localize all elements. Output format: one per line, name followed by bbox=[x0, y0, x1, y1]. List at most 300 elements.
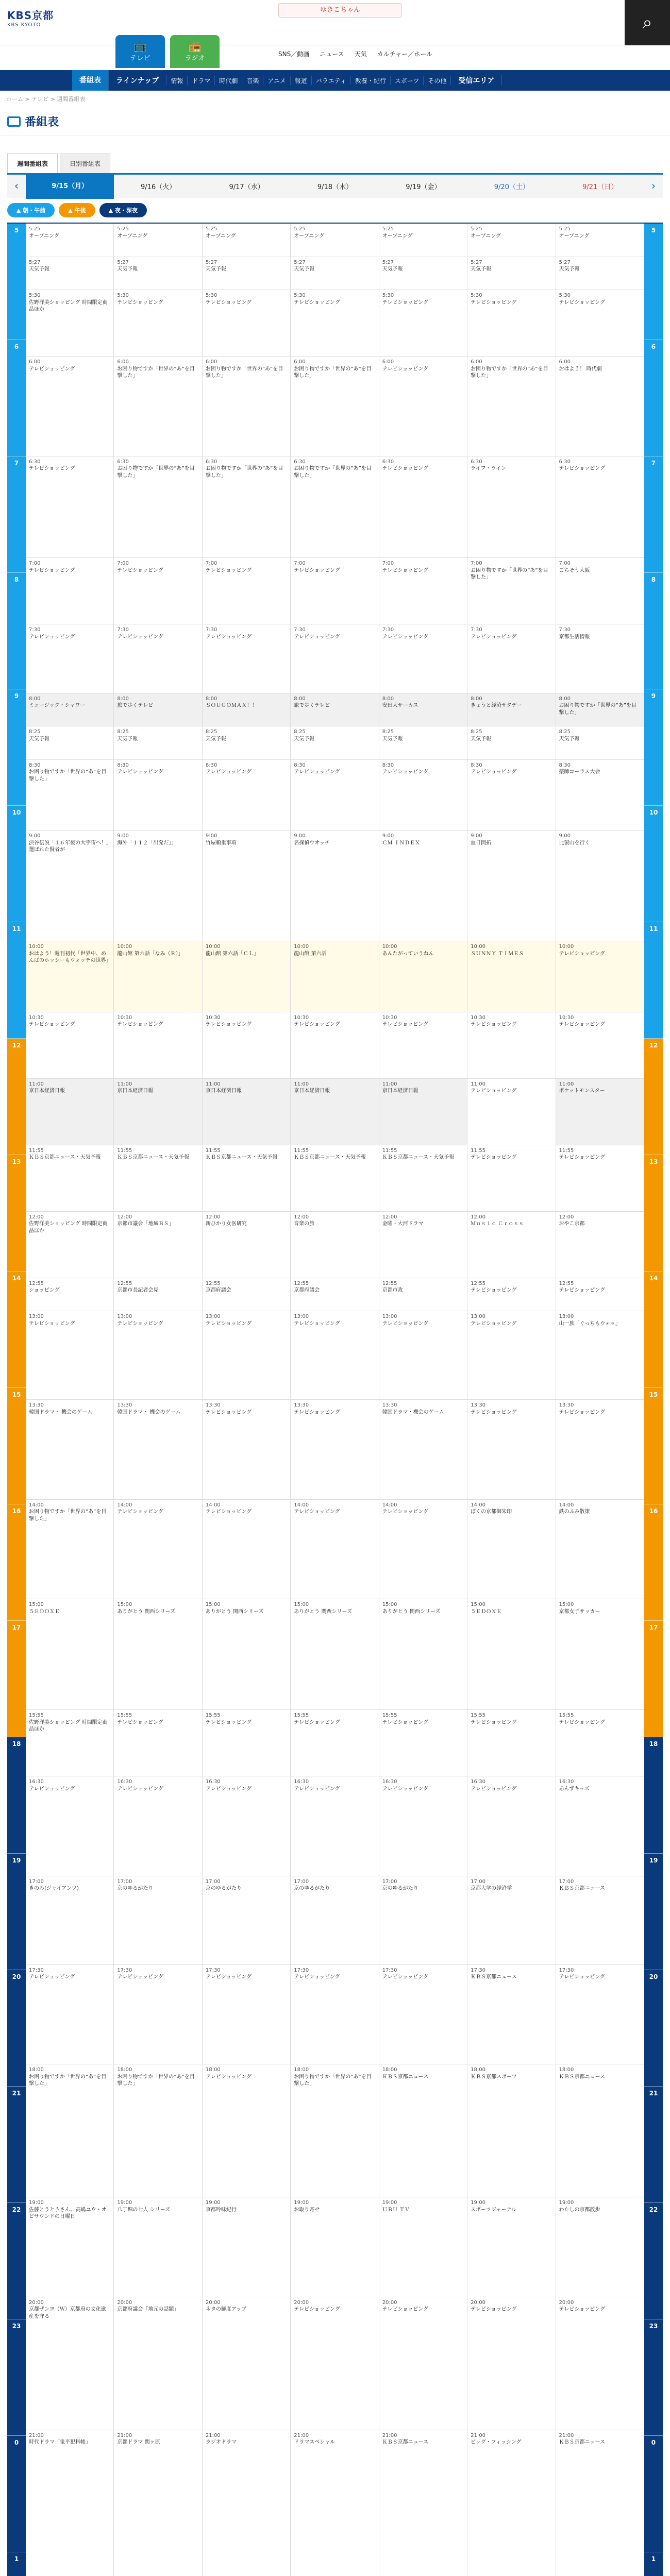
program-cell[interactable] bbox=[26, 1278, 113, 1312]
program-cell[interactable] bbox=[556, 1400, 644, 1500]
program-cell[interactable] bbox=[379, 2064, 467, 2197]
program-cell[interactable] bbox=[291, 2197, 378, 2297]
program-cell[interactable] bbox=[467, 2064, 555, 2197]
program-cell[interactable] bbox=[26, 1145, 113, 1212]
program-cell[interactable] bbox=[26, 224, 113, 257]
program-time: 6:00 bbox=[29, 359, 41, 365]
program-cell[interactable] bbox=[379, 1500, 467, 1600]
program-title: ＫＢＳ京都ニュース bbox=[471, 1974, 517, 1980]
program-cell[interactable] bbox=[467, 1710, 555, 1776]
program-cell[interactable] bbox=[26, 1311, 113, 1400]
program-cell[interactable] bbox=[379, 1278, 467, 1312]
program-cell[interactable] bbox=[26, 2430, 113, 2576]
program-time: 6:30 bbox=[471, 459, 482, 465]
program-cell[interactable] bbox=[379, 1079, 467, 1145]
program-time: 6:00 bbox=[471, 359, 482, 365]
program-title: テレビショッピング bbox=[117, 1786, 163, 1792]
program-cell[interactable] bbox=[114, 357, 202, 456]
program-title: わたしの京都散歩 bbox=[559, 2207, 600, 2213]
program-cell[interactable] bbox=[556, 1876, 644, 1965]
program-cell[interactable] bbox=[291, 760, 378, 831]
program-time: 10:00 bbox=[29, 944, 44, 950]
program-cell[interactable] bbox=[379, 624, 467, 693]
program-cell[interactable] bbox=[114, 1311, 202, 1400]
program-cell[interactable] bbox=[467, 558, 555, 624]
program-cell[interactable] bbox=[556, 1965, 644, 2065]
tab-view[interactable]: 日別番組表 bbox=[60, 154, 110, 173]
program-cell[interactable] bbox=[114, 693, 202, 727]
program-cell[interactable] bbox=[467, 1400, 555, 1500]
program-cell[interactable] bbox=[556, 2197, 644, 2297]
program-cell[interactable] bbox=[379, 831, 467, 941]
date-tab[interactable]: 9/15（月） bbox=[26, 174, 114, 199]
tab-view[interactable]: 週間番組表 bbox=[7, 154, 58, 173]
program-time: 17:30 bbox=[294, 1967, 309, 1973]
program-cell[interactable] bbox=[379, 1965, 467, 2065]
program-cell[interactable] bbox=[291, 2297, 378, 2430]
program-title: 韓国ドラマ・機会のゲーム bbox=[382, 1409, 444, 1415]
program-cell[interactable] bbox=[291, 1079, 378, 1145]
program-cell[interactable] bbox=[556, 941, 644, 1012]
program-cell[interactable] bbox=[467, 624, 555, 693]
program-time: 8:30 bbox=[559, 762, 571, 768]
program-title: 八丁堀の七人 シリーズ bbox=[117, 2207, 171, 2213]
program-cell[interactable] bbox=[26, 1965, 113, 2065]
program-title: お困り物ですか「世界の”あ”を目撃した」 bbox=[117, 2074, 195, 2087]
program-cell[interactable] bbox=[26, 1876, 113, 1965]
program-cell[interactable] bbox=[379, 2197, 467, 2297]
program-cell[interactable] bbox=[203, 1599, 290, 1710]
program-cell[interactable] bbox=[379, 1599, 467, 1710]
program-cell[interactable] bbox=[467, 693, 555, 727]
program-cell[interactable] bbox=[203, 624, 290, 693]
program-cell[interactable] bbox=[467, 456, 555, 558]
program-title: 天気予報 bbox=[382, 266, 403, 272]
program-time: 20:00 bbox=[559, 2299, 574, 2306]
program-cell[interactable] bbox=[556, 357, 644, 456]
date-tab[interactable]: 9/18（木） bbox=[317, 183, 353, 191]
program-cell[interactable] bbox=[467, 1965, 555, 2065]
program-cell[interactable] bbox=[114, 1278, 202, 1312]
program-cell[interactable] bbox=[114, 1776, 202, 1876]
program-cell[interactable] bbox=[203, 257, 290, 291]
program-title: ＫＢＳ京都ニュース・天気予報 bbox=[382, 1155, 455, 1161]
program-cell[interactable] bbox=[379, 357, 467, 456]
program-cell[interactable] bbox=[114, 624, 202, 693]
nav-item-main[interactable]: ラインナップ bbox=[109, 75, 166, 86]
program-cell[interactable] bbox=[291, 290, 378, 357]
program-cell[interactable] bbox=[291, 224, 378, 257]
program-cell[interactable] bbox=[291, 1776, 378, 1876]
program-cell[interactable] bbox=[26, 1212, 113, 1278]
nav-item-category[interactable]: ドラマ bbox=[188, 76, 215, 85]
program-cell[interactable] bbox=[203, 1012, 290, 1079]
program-title: ＫＢＳ京都ニュース bbox=[559, 2074, 606, 2080]
program-cell[interactable] bbox=[291, 1311, 378, 1400]
program-cell[interactable] bbox=[556, 624, 644, 693]
program-title: 龍山館 第六話「ＣＬ」 bbox=[205, 951, 259, 957]
program-cell[interactable] bbox=[26, 1400, 113, 1500]
program-title: 新ひかり女医研究 bbox=[205, 1221, 247, 1227]
schedule-grid bbox=[7, 223, 663, 2576]
program-cell[interactable] bbox=[26, 941, 113, 1012]
program-cell[interactable] bbox=[114, 941, 202, 1012]
program-title: ライフ・ライン bbox=[471, 466, 507, 471]
program-cell[interactable] bbox=[467, 1212, 555, 1278]
program-time: 21:00 bbox=[205, 2432, 221, 2438]
program-cell[interactable] bbox=[291, 2064, 378, 2197]
date-tab[interactable]: 9/20（土） bbox=[494, 183, 529, 191]
program-cell[interactable] bbox=[203, 941, 290, 1012]
program-cell[interactable] bbox=[26, 1776, 113, 1876]
program-cell[interactable] bbox=[291, 1599, 378, 1710]
program-cell[interactable] bbox=[379, 1212, 467, 1278]
program-cell[interactable] bbox=[467, 726, 555, 760]
top-link[interactable]: ニュース bbox=[320, 50, 344, 58]
program-time: 8:30 bbox=[29, 762, 41, 768]
nav-item-category[interactable]: 時代劇 bbox=[215, 76, 242, 85]
program-cell[interactable] bbox=[203, 1079, 290, 1145]
program-cell[interactable] bbox=[556, 1145, 644, 1212]
program-title: あんずキッズ bbox=[559, 1786, 590, 1792]
nav-item-category[interactable]: 音楽 bbox=[242, 76, 263, 85]
program-cell[interactable] bbox=[114, 257, 202, 291]
program-cell[interactable] bbox=[379, 257, 467, 291]
program-cell[interactable] bbox=[203, 224, 290, 257]
program-time: 10:00 bbox=[471, 944, 485, 950]
promo-banner[interactable]: ゆきこちゃん bbox=[278, 3, 402, 18]
program-cell[interactable] bbox=[467, 1278, 555, 1312]
program-title: テレビショッピング bbox=[205, 1022, 252, 1028]
program-cell[interactable] bbox=[556, 1710, 644, 1776]
program-time: 8:00 bbox=[294, 696, 306, 702]
program-cell[interactable] bbox=[203, 1400, 290, 1500]
program-cell[interactable] bbox=[26, 290, 113, 357]
program-cell[interactable] bbox=[114, 760, 202, 831]
program-cell[interactable] bbox=[467, 257, 555, 291]
program-cell[interactable] bbox=[114, 456, 202, 558]
program-cell[interactable] bbox=[379, 558, 467, 624]
hour-label: 16 bbox=[7, 1504, 26, 1621]
program-cell[interactable] bbox=[379, 2297, 467, 2430]
program-cell[interactable] bbox=[556, 2430, 644, 2576]
program-cell[interactable] bbox=[291, 831, 378, 941]
program-cell[interactable] bbox=[291, 941, 378, 1012]
main-nav bbox=[0, 70, 670, 91]
program-cell[interactable] bbox=[114, 1012, 202, 1079]
program-cell[interactable] bbox=[203, 2064, 290, 2197]
program-cell[interactable] bbox=[26, 760, 113, 831]
program-cell[interactable] bbox=[114, 1599, 202, 1710]
program-cell[interactable] bbox=[467, 1079, 555, 1145]
program-cell[interactable] bbox=[114, 290, 202, 357]
jump-button[interactable]: ▲ 朝・午前 bbox=[7, 203, 55, 217]
program-cell[interactable] bbox=[467, 1599, 555, 1710]
program-cell[interactable] bbox=[291, 558, 378, 624]
prev-week-arrow[interactable]: ‹ bbox=[14, 180, 19, 193]
program-cell[interactable] bbox=[291, 1710, 378, 1776]
program-cell[interactable] bbox=[556, 1500, 644, 1600]
program-cell[interactable] bbox=[26, 2197, 113, 2297]
program-cell[interactable] bbox=[467, 1311, 555, 1400]
program-cell[interactable] bbox=[467, 2297, 555, 2430]
program-cell[interactable] bbox=[203, 1145, 290, 1212]
program-cell[interactable] bbox=[26, 357, 113, 456]
radio-tab[interactable] bbox=[170, 35, 220, 68]
program-cell[interactable] bbox=[26, 693, 113, 727]
program-cell[interactable] bbox=[291, 1400, 378, 1500]
program-time: 8:00 bbox=[29, 696, 41, 702]
program-cell[interactable] bbox=[203, 1965, 290, 2065]
program-title: 京都ザンヨ（Ｗ）京都府の文化遺産を守る bbox=[29, 2307, 106, 2319]
nav-item-category[interactable]: 情報 bbox=[166, 76, 188, 85]
top-link[interactable]: 天気 bbox=[354, 50, 367, 58]
program-cell[interactable] bbox=[203, 1876, 290, 1965]
program-cell[interactable] bbox=[26, 456, 113, 558]
program-cell[interactable] bbox=[114, 2297, 202, 2430]
program-cell[interactable] bbox=[291, 1212, 378, 1278]
program-cell[interactable] bbox=[114, 1710, 202, 1776]
program-cell[interactable] bbox=[203, 1311, 290, 1400]
program-cell[interactable] bbox=[203, 1500, 290, 1600]
program-cell[interactable] bbox=[379, 2430, 467, 2576]
program-cell[interactable] bbox=[556, 2064, 644, 2197]
program-cell[interactable] bbox=[26, 2064, 113, 2197]
program-cell[interactable] bbox=[291, 2430, 378, 2576]
program-title: ＫＢＳ京都ニュース・天気予報 bbox=[29, 1155, 101, 1161]
program-cell[interactable] bbox=[379, 1776, 467, 1876]
program-title: テレビショッピング bbox=[205, 1409, 252, 1415]
program-cell[interactable] bbox=[114, 831, 202, 941]
program-cell[interactable] bbox=[26, 831, 113, 941]
program-cell[interactable] bbox=[291, 726, 378, 760]
program-cell[interactable] bbox=[556, 1079, 644, 1145]
program-title: 天気予報 bbox=[559, 266, 580, 272]
program-cell[interactable] bbox=[379, 1400, 467, 1500]
program-cell[interactable] bbox=[291, 624, 378, 693]
program-time: 12:00 bbox=[205, 1214, 221, 1220]
program-cell[interactable] bbox=[203, 693, 290, 727]
program-cell[interactable] bbox=[203, 456, 290, 558]
search-button[interactable] bbox=[625, 0, 670, 45]
program-cell[interactable] bbox=[114, 2197, 202, 2297]
program-cell[interactable] bbox=[379, 1311, 467, 1400]
program-cell[interactable] bbox=[556, 693, 644, 727]
program-cell[interactable] bbox=[26, 624, 113, 693]
program-cell[interactable] bbox=[203, 2430, 290, 2576]
program-time: 7:30 bbox=[29, 627, 41, 633]
program-cell[interactable] bbox=[114, 558, 202, 624]
program-time: 10:30 bbox=[294, 1014, 309, 1021]
top-link[interactable]: カルチャー／ホール bbox=[377, 50, 433, 58]
hour-label: 23 bbox=[644, 2319, 663, 2436]
nav-item-category[interactable]: アニメ bbox=[263, 76, 290, 85]
program-cell[interactable] bbox=[203, 1776, 290, 1876]
program-cell[interactable] bbox=[467, 941, 555, 1012]
next-week-arrow[interactable]: › bbox=[651, 180, 656, 193]
program-cell[interactable] bbox=[556, 1776, 644, 1876]
program-time: 7:00 bbox=[294, 561, 306, 567]
program-cell[interactable] bbox=[114, 2064, 202, 2197]
top-link[interactable]: SNS／動画 bbox=[278, 50, 310, 58]
program-cell[interactable] bbox=[556, 1012, 644, 1079]
nav-item-category[interactable]: 報道 bbox=[291, 76, 312, 85]
program-cell[interactable] bbox=[26, 1012, 113, 1079]
page-title bbox=[0, 107, 670, 136]
nav-item-category[interactable]: その他 bbox=[424, 76, 451, 85]
program-cell[interactable] bbox=[291, 257, 378, 291]
program-cell[interactable] bbox=[114, 726, 202, 760]
program-cell[interactable] bbox=[556, 558, 644, 624]
program-cell[interactable] bbox=[291, 456, 378, 558]
program-time: 18:00 bbox=[382, 2067, 397, 2073]
program-cell[interactable] bbox=[26, 726, 113, 760]
program-cell[interactable] bbox=[556, 726, 644, 760]
program-cell[interactable] bbox=[556, 1599, 644, 1710]
nav-item-category[interactable]: バラエティ bbox=[312, 76, 351, 85]
program-cell[interactable] bbox=[379, 224, 467, 257]
program-cell[interactable] bbox=[379, 290, 467, 357]
program-cell[interactable] bbox=[203, 1710, 290, 1776]
hour-label: 1 bbox=[644, 2552, 663, 2576]
program-cell[interactable] bbox=[114, 2430, 202, 2576]
program-cell[interactable] bbox=[556, 290, 644, 357]
program-cell[interactable] bbox=[291, 357, 378, 456]
program-cell[interactable] bbox=[467, 1500, 555, 1600]
program-cell[interactable] bbox=[203, 558, 290, 624]
program-cell[interactable] bbox=[379, 456, 467, 558]
program-cell[interactable] bbox=[467, 1145, 555, 1212]
program-cell[interactable] bbox=[26, 1599, 113, 1710]
program-cell[interactable] bbox=[467, 1876, 555, 1965]
program-title: 龍山館 第六話 bbox=[294, 951, 327, 957]
nav-item-category[interactable]: 教養・紀行 bbox=[351, 76, 391, 85]
program-cell[interactable] bbox=[203, 2197, 290, 2297]
program-cell[interactable] bbox=[556, 456, 644, 558]
program-cell[interactable] bbox=[114, 1400, 202, 1500]
hour-label: 9 bbox=[7, 689, 26, 806]
program-cell[interactable] bbox=[291, 1500, 378, 1600]
program-cell[interactable] bbox=[556, 760, 644, 831]
program-cell[interactable] bbox=[114, 1876, 202, 1965]
nav-item-main[interactable]: 番組表 bbox=[72, 70, 109, 91]
program-cell[interactable] bbox=[114, 1079, 202, 1145]
jump-button[interactable]: ▲ 夜・深夜 bbox=[99, 203, 147, 217]
program-cell[interactable] bbox=[379, 1710, 467, 1776]
program-cell[interactable] bbox=[556, 224, 644, 257]
program-cell[interactable] bbox=[26, 558, 113, 624]
program-title: テレビショッピング bbox=[117, 1022, 163, 1028]
nav-item-category[interactable]: スポーツ bbox=[391, 76, 424, 85]
program-cell[interactable] bbox=[114, 1965, 202, 2065]
program-cell[interactable] bbox=[203, 760, 290, 831]
program-title: ＳＯＵＧＯＭＡＸ！！ bbox=[205, 703, 257, 709]
hour-label: 11 bbox=[7, 922, 26, 1039]
program-cell[interactable] bbox=[467, 2430, 555, 2576]
program-cell[interactable] bbox=[26, 1079, 113, 1145]
program-time: 20:00 bbox=[471, 2299, 485, 2306]
program-title: テレビショッピング bbox=[559, 2307, 605, 2313]
program-cell[interactable] bbox=[114, 1212, 202, 1278]
program-time: 11:55 bbox=[29, 1147, 44, 1154]
program-cell[interactable] bbox=[203, 357, 290, 456]
program-cell[interactable] bbox=[379, 1145, 467, 1212]
nav-item-area[interactable]: 受信エリア bbox=[451, 75, 502, 86]
jump-button[interactable]: ▲ 午後 bbox=[59, 203, 95, 217]
program-cell[interactable] bbox=[203, 1278, 290, 1312]
program-cell[interactable] bbox=[114, 224, 202, 257]
program-cell[interactable] bbox=[556, 1311, 644, 1400]
program-cell[interactable] bbox=[379, 726, 467, 760]
program-cell[interactable] bbox=[556, 831, 644, 941]
program-time: 15:55 bbox=[471, 1713, 485, 1719]
program-cell[interactable] bbox=[467, 831, 555, 941]
program-cell[interactable] bbox=[291, 1012, 378, 1079]
program-cell[interactable] bbox=[203, 290, 290, 357]
date-tab[interactable]: 9/16（火） bbox=[141, 183, 176, 191]
program-time: 14:00 bbox=[117, 1502, 132, 1508]
program-cell[interactable] bbox=[556, 1278, 644, 1312]
program-cell[interactable] bbox=[467, 357, 555, 456]
date-tab[interactable]: 9/17（水） bbox=[229, 183, 264, 191]
hour-column-right bbox=[644, 224, 663, 2576]
program-time: 15:00 bbox=[294, 1602, 309, 1608]
program-cell[interactable] bbox=[291, 1145, 378, 1212]
program-time: 5:30 bbox=[29, 293, 41, 298]
program-cell[interactable] bbox=[203, 831, 290, 941]
program-cell[interactable] bbox=[379, 1012, 467, 1079]
program-cell[interactable] bbox=[291, 1876, 378, 1965]
program-cell[interactable] bbox=[203, 1212, 290, 1278]
program-cell[interactable] bbox=[556, 257, 644, 291]
program-cell[interactable] bbox=[291, 1965, 378, 2065]
program-time: 10:00 bbox=[117, 944, 132, 950]
program-cell[interactable] bbox=[467, 1776, 555, 1876]
program-cell[interactable] bbox=[291, 693, 378, 727]
program-cell[interactable] bbox=[379, 941, 467, 1012]
program-cell[interactable] bbox=[556, 1212, 644, 1278]
program-cell[interactable] bbox=[26, 1500, 113, 1600]
program-time: 7:30 bbox=[205, 627, 217, 633]
program-time: 10:00 bbox=[205, 944, 221, 950]
program-cell[interactable] bbox=[114, 1145, 202, 1212]
program-cell[interactable] bbox=[379, 693, 467, 727]
program-title: お困り物ですか「世界の”あ”を目撃した」 bbox=[471, 366, 548, 379]
program-cell[interactable] bbox=[467, 224, 555, 257]
program-cell[interactable] bbox=[556, 2297, 644, 2430]
program-cell[interactable] bbox=[26, 2297, 113, 2430]
program-cell[interactable] bbox=[114, 1500, 202, 1600]
program-cell[interactable] bbox=[379, 1876, 467, 1965]
kbs-logo[interactable] bbox=[7, 7, 54, 28]
program-cell[interactable] bbox=[26, 257, 113, 291]
program-time: 13:00 bbox=[471, 1314, 485, 1320]
program-cell[interactable] bbox=[467, 1012, 555, 1079]
program-cell[interactable] bbox=[26, 1710, 113, 1776]
date-tab[interactable]: 9/19（金） bbox=[406, 183, 441, 191]
date-tab[interactable]: 9/21（日） bbox=[582, 183, 618, 191]
program-cell[interactable] bbox=[203, 726, 290, 760]
hour-label: 21 bbox=[644, 2087, 663, 2203]
tv-tab[interactable] bbox=[115, 35, 165, 68]
program-cell[interactable] bbox=[467, 760, 555, 831]
program-cell[interactable] bbox=[467, 2197, 555, 2297]
program-time: 11:55 bbox=[471, 1147, 485, 1154]
program-cell[interactable] bbox=[203, 2297, 290, 2430]
program-cell[interactable] bbox=[379, 760, 467, 831]
program-cell[interactable] bbox=[467, 290, 555, 357]
program-cell[interactable] bbox=[291, 1278, 378, 1312]
